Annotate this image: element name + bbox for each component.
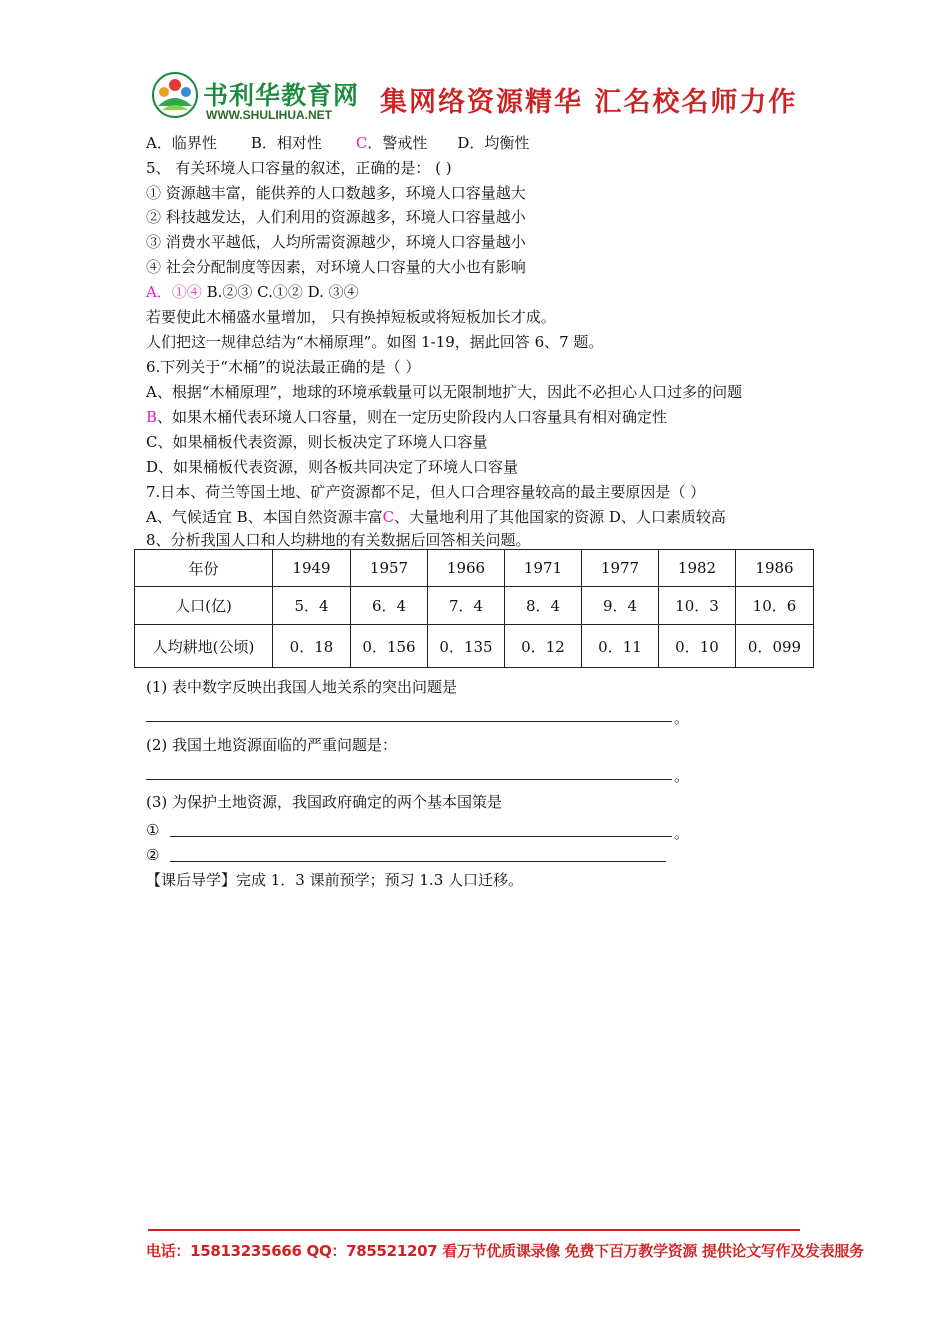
q5-options — [146, 282, 359, 302]
table-row-population — [135, 587, 814, 625]
q7-stem: 7.日本、荷兰等国土地、矿产资源都不足，但人口合理容量较高的最主要原因是（ ） — [146, 483, 706, 501]
row-label-year: 年份 — [135, 550, 273, 587]
answer-blank-2[interactable] — [146, 779, 672, 780]
q6-option-b — [146, 407, 667, 427]
q7-answer-letter: C — [382, 508, 395, 526]
answer-blank-1[interactable] — [146, 721, 672, 722]
row-label-farmland: 人均耕地(公顷) — [135, 625, 273, 668]
farmland-cell: 0．099 — [736, 625, 814, 668]
q4-option-b: B．相对性 — [250, 134, 322, 152]
year-cell: 1966 — [428, 550, 505, 587]
population-cell: 10．6 — [736, 587, 814, 625]
period-mark: 。 — [674, 824, 690, 842]
farmland-cell: 0．18 — [273, 625, 351, 668]
farmland-cell: 0．156 — [351, 625, 428, 668]
q5-statement-1: ① 资源越丰富，能供养的人口数越多，环境人口容量越大 — [146, 184, 526, 202]
year-cell: 1949 — [273, 550, 351, 587]
q6-option-b-text: 、如果木桶代表环境人口容量，则在一定历史阶段内人口容量具有相对确定性 — [157, 408, 668, 426]
population-cell: 7．4 — [428, 587, 505, 625]
table-row-years — [135, 550, 814, 587]
logo-url: WWW.SHULIHUA.NET — [206, 108, 332, 122]
footer-divider — [148, 1229, 800, 1231]
logo-title: 书利华教育网 — [203, 81, 360, 110]
q5-stem: 5、 有关环境人口容量的叙述，正确的是： ( ) — [146, 159, 452, 177]
population-cell: 8．4 — [505, 587, 582, 625]
table-row-farmland — [135, 625, 814, 668]
q6-answer-letter: B — [146, 408, 158, 426]
farmland-cell: 0．12 — [505, 625, 582, 668]
q6-option-c: C、如果桶板代表资源，则长板决定了环境人口容量 — [146, 433, 488, 451]
year-cell: 1977 — [582, 550, 659, 587]
sub-question-3: (3) 为保护土地资源，我国政府确定的两个基本国策是 — [146, 793, 503, 811]
farmland-cell: 0．135 — [428, 625, 505, 668]
answer-blank-3[interactable] — [170, 836, 672, 837]
policy-number-1: ① — [146, 821, 160, 839]
q5-answer-option: A．①④ — [146, 283, 202, 301]
q5-statement-4: ④ 社会分配制度等因素，对环境人口容量的大小也有影响 — [146, 258, 526, 276]
policy-number-2: ② — [146, 846, 160, 864]
q6-option-d: D、如果桶板代表资源，则各板共同决定了环境人口容量 — [146, 458, 519, 476]
q7-options — [146, 507, 726, 527]
q5-statement-3: ③ 消费水平越低，人均所需资源越少，环境人口容量越小 — [146, 233, 526, 251]
population-table — [134, 549, 814, 668]
logo-icon — [152, 72, 198, 118]
year-cell: 1982 — [659, 550, 736, 587]
population-cell: 10．3 — [659, 587, 736, 625]
q4-option-d: D．均衡性 — [457, 134, 530, 152]
period-mark: 。 — [674, 709, 690, 727]
year-cell: 1957 — [351, 550, 428, 587]
q4-options — [146, 133, 529, 153]
context-line-2: 人们把这一规律总结为“木桶原理”。如图 1-19，据此回答 6、7 题。 — [146, 333, 604, 351]
answer-blank-4[interactable] — [170, 861, 666, 862]
q7-options-cd: 、大量地利用了其他国家的资源 D、人口素质较高 — [394, 508, 726, 526]
year-cell: 1986 — [736, 550, 814, 587]
q6-stem: 6.下列关于“木桶”的说法最正确的是（ ） — [146, 358, 421, 376]
q4-option-c: ．警戒性 — [367, 134, 428, 152]
farmland-cell: 0．11 — [582, 625, 659, 668]
q5-other-options: B.②③ C.①② D. ③④ — [201, 283, 359, 301]
q8-stem: 8、分析我国人口和人均耕地的有关数据后回答相关问题。 — [146, 531, 531, 549]
footer-contact: 电话：15813235666 QQ：785521207 看万节优质课录像 免费下百万教学资源 提供论文写作及发表服务 — [146, 1242, 864, 1260]
row-label-population: 人口(亿) — [135, 587, 273, 625]
q4-option-a: A．临界性 — [146, 134, 217, 152]
q4-answer-letter: C — [355, 134, 368, 152]
q7-options-ab: A、气候适宜 B、本国自然资源丰富 — [146, 508, 383, 526]
header-slogan: 集网络资源精华 汇名校名师力作 — [380, 87, 798, 118]
context-line-1: 若要使此木桶盛水量增加， 只有换掉短板或将短板加长才成。 — [146, 308, 556, 326]
year-cell: 1971 — [505, 550, 582, 587]
homework-note: 【课后导学】完成 1．3 课前预学；预习 1.3 人口迁移。 — [146, 871, 524, 889]
sub-question-2: (2) 我国土地资源面临的严重问题是： — [146, 736, 398, 754]
farmland-cell: 0．10 — [659, 625, 736, 668]
population-cell: 9．4 — [582, 587, 659, 625]
population-cell: 6．4 — [351, 587, 428, 625]
sub-question-1: (1) 表中数字反映出我国人地关系的突出问题是 — [146, 678, 458, 696]
q5-statement-2: ② 科技越发达，人们利用的资源越多，环境人口容量越小 — [146, 208, 526, 226]
period-mark: 。 — [674, 767, 690, 785]
q6-option-a: A、根据“木桶原理”，地球的环境承载量可以无限制地扩大，因此不必担心人口过多的问题 — [146, 383, 743, 401]
population-cell: 5．4 — [273, 587, 351, 625]
